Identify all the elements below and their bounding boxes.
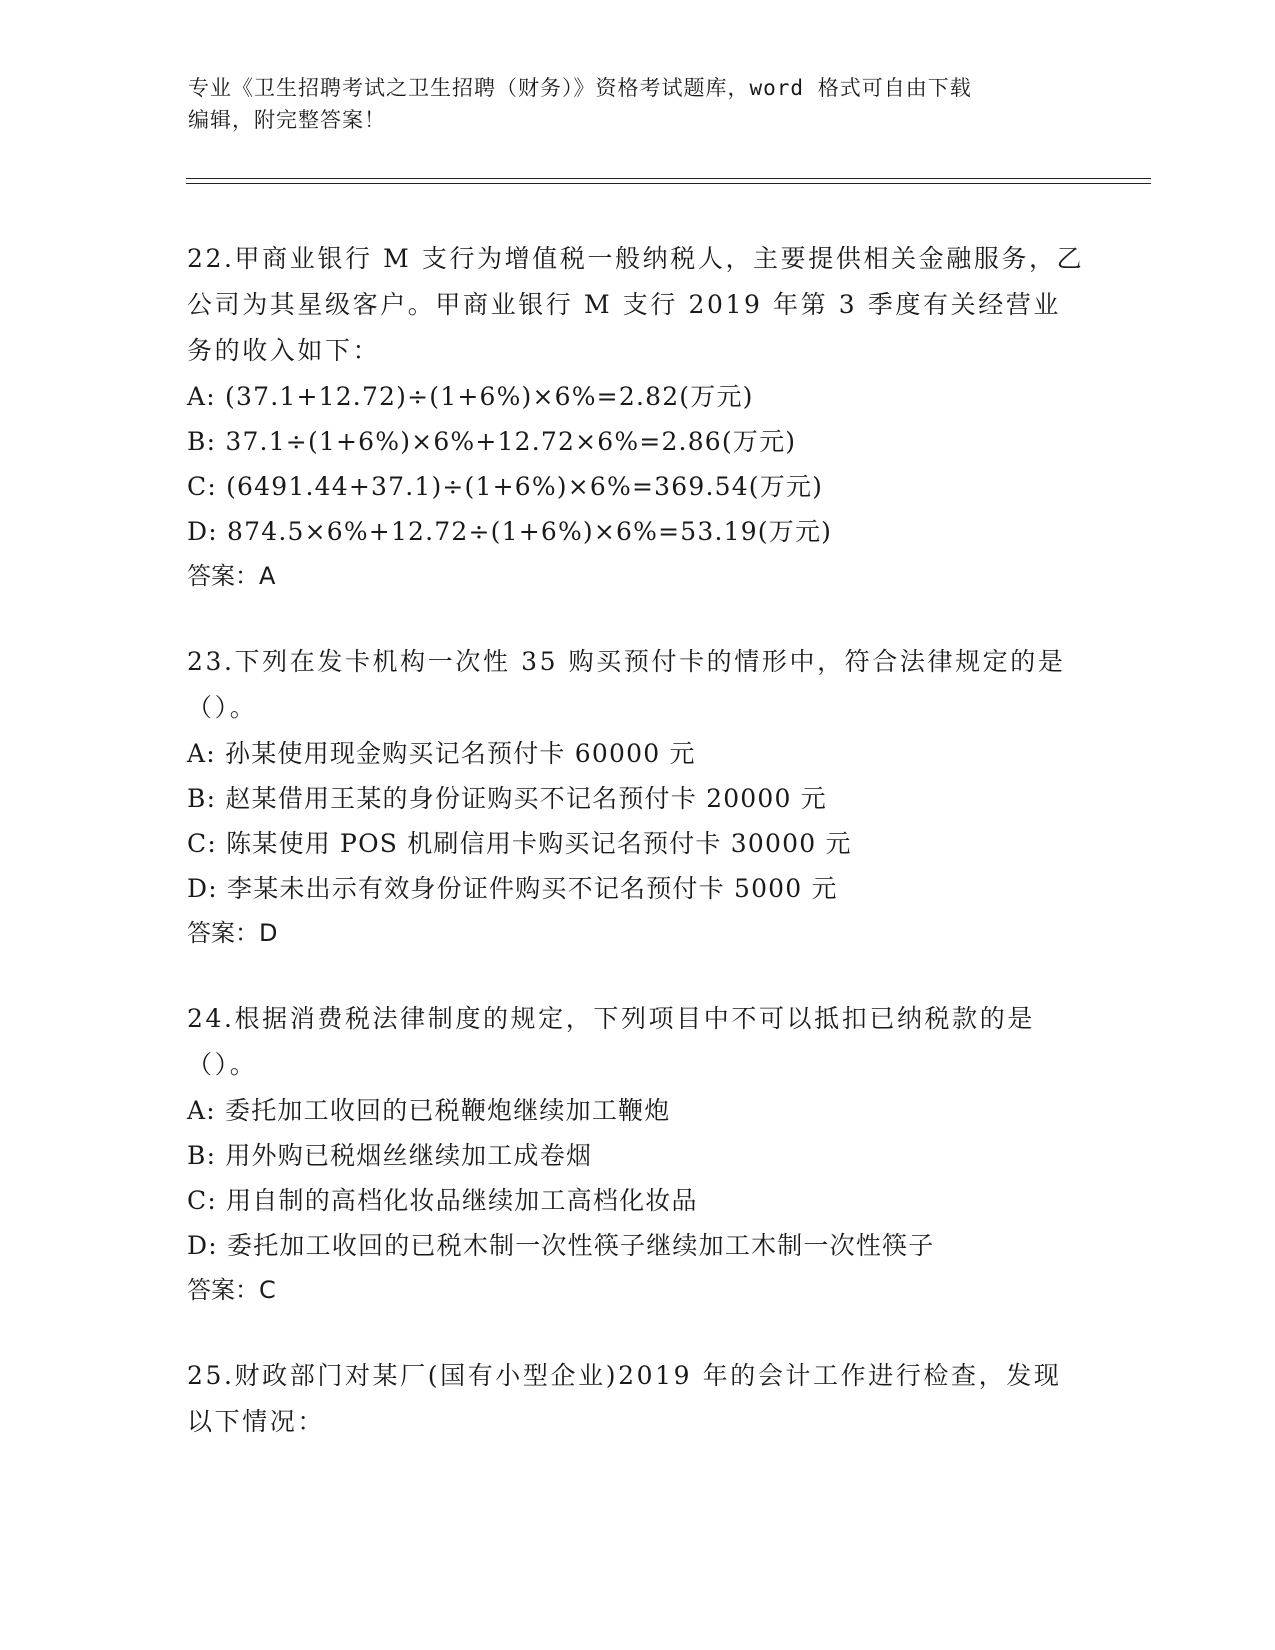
question-stem: 25.财政部门对某厂(国有小型企业)2019 年的会计工作进行检查，发现以下情况： bbox=[187, 1361, 1062, 1436]
answer-line: 答案：A bbox=[187, 562, 276, 590]
option-d: D: 委托加工收回的已税木制一次性筷子继续加工木制一次性筷子 bbox=[187, 1231, 935, 1260]
header-divider-bottom bbox=[186, 183, 1151, 184]
option-a: A: 委托加工收回的已税鞭炮继续加工鞭炮 bbox=[187, 1096, 671, 1125]
option-d: D: 李某未出示有效身份证件购买不记名预付卡 5000 元 bbox=[187, 874, 838, 903]
question-23 bbox=[187, 639, 1087, 955]
option-d: D: 874.5×6%+12.72÷(1+6%)×6%=53.19(万元) bbox=[187, 517, 833, 546]
option-b: B: 用外购已税烟丝继续加工成卷烟 bbox=[187, 1141, 593, 1170]
question-22 bbox=[187, 236, 1087, 598]
option-b: B: 赵某借用王某的身份证购买不记名预付卡 20000 元 bbox=[187, 784, 827, 813]
question-24 bbox=[187, 996, 1087, 1312]
option-c: C: (6491.44+37.1)÷(1+6%)×6%=369.54(万元) bbox=[187, 472, 824, 501]
question-stem: 23.下列在发卡机构一次性 35 购买预付卡的情形中，符合法律规定的是（）。 bbox=[187, 647, 1066, 722]
answer-line: 答案：C bbox=[187, 1276, 276, 1304]
option-c: C: 用自制的高档化妆品继续加工高档化妆品 bbox=[187, 1186, 698, 1215]
header-line-1: 专业《卫生招聘考试之卫生招聘（财务）》资格考试题库，word 格式可自由下载 bbox=[188, 76, 972, 100]
question-25 bbox=[187, 1353, 1087, 1445]
option-a: A: (37.1+12.72)÷(1+6%)×6%=2.82(万元) bbox=[187, 382, 754, 411]
header-divider-top bbox=[186, 178, 1151, 179]
header-line-2: 编辑，附完整答案！ bbox=[188, 108, 386, 132]
question-list bbox=[187, 236, 1087, 1486]
option-c: C: 陈某使用 POS 机刷信用卡购买记名预付卡 30000 元 bbox=[187, 829, 852, 858]
document-header bbox=[188, 72, 1088, 136]
answer-line: 答案：D bbox=[187, 919, 278, 947]
option-b: B: 37.1÷(1+6%)×6%+12.72×6%=2.86(万元) bbox=[187, 427, 797, 456]
question-stem: 24.根据消费税法律制度的规定，下列项目中不可以抵扣已纳税款的是（）。 bbox=[187, 1004, 1035, 1079]
question-stem: 22.甲商业银行 M 支行为增值税一般纳税人，主要提供相关金融服务，乙公司为其星级客户。甲商业银行 M 支行 2019 年第 3 季度有关经营业务的收入如下： bbox=[187, 244, 1085, 365]
option-a: A: 孙某使用现金购买记名预付卡 60000 元 bbox=[187, 739, 696, 768]
